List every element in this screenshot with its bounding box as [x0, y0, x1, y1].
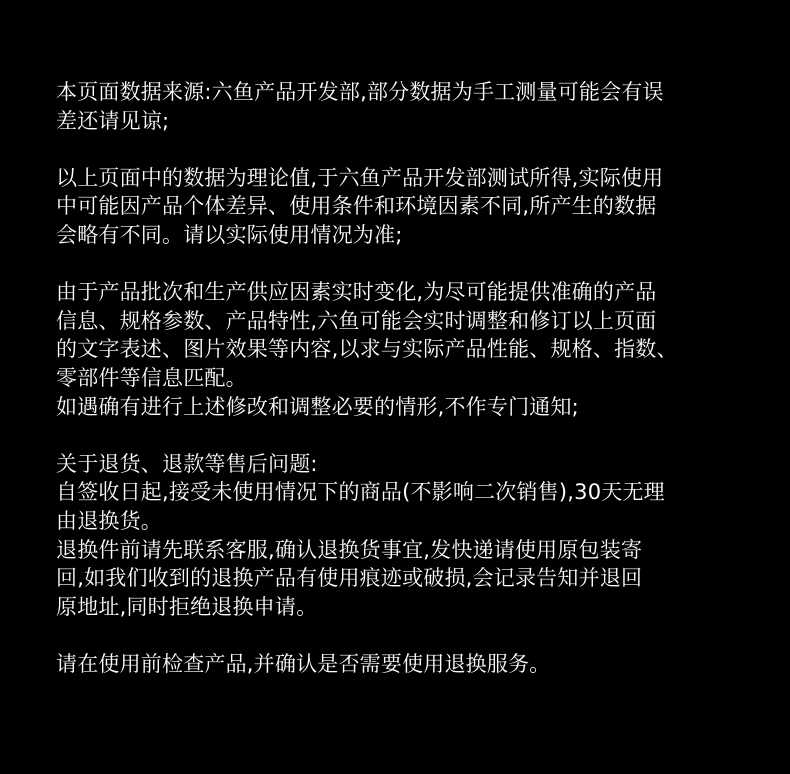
revision-notice-paragraph [56, 278, 746, 421]
text-line: 会略有不同。请以实际使用情况为准; [56, 222, 403, 247]
disclaimer-notice [56, 78, 746, 678]
text-line: 中可能因产品个体差异、使用条件和环境因素不同,所产生的数据 [56, 194, 657, 219]
data-source-paragraph [56, 78, 746, 135]
text-line: 由退换货。 [56, 508, 162, 533]
text-line: 零部件等信息匹配。 [56, 365, 247, 390]
text-line: 自签收日起,接受未使用情况下的商品(不影响二次销售),30天无理 [56, 480, 665, 505]
text-line: 原地址,同时拒绝退换申请。 [56, 594, 318, 619]
text-line: 回,如我们收到的退换产品有使用痕迹或破损,会记录告知并退回 [56, 566, 643, 591]
text-line: 差还请见谅; [56, 108, 170, 133]
text-line: 退换件前请先联系客服,确认退换货事宜,发快递请使用原包装寄 [56, 537, 643, 562]
text-line: 由于产品批次和生产供应因素实时变化,为尽可能提供准确的产品 [56, 280, 657, 305]
text-line: 的文字表述、图片效果等内容,以求与实际产品性能、规格、指数、 [56, 337, 678, 362]
text-line: 请在使用前检查产品,并确认是否需要使用退换服务。 [56, 651, 551, 676]
pre-use-check-paragraph [56, 650, 746, 679]
text-line: 关于退货、退款等售后问题: [56, 451, 318, 476]
theoretical-values-paragraph [56, 164, 746, 250]
text-line: 如遇确有进行上述修改和调整必要的情形,不作专门通知; [56, 394, 579, 419]
text-line: 信息、规格参数、产品特性,六鱼可能会实时调整和修订以上页面 [56, 308, 657, 333]
text-line: 以上页面中的数据为理论值,于六鱼产品开发部测试所得,实际使用 [56, 165, 664, 190]
returns-policy-paragraph [56, 450, 746, 622]
text-line: 本页面数据来源:六鱼产品开发部,部分数据为手工测量可能会有误 [56, 80, 664, 104]
